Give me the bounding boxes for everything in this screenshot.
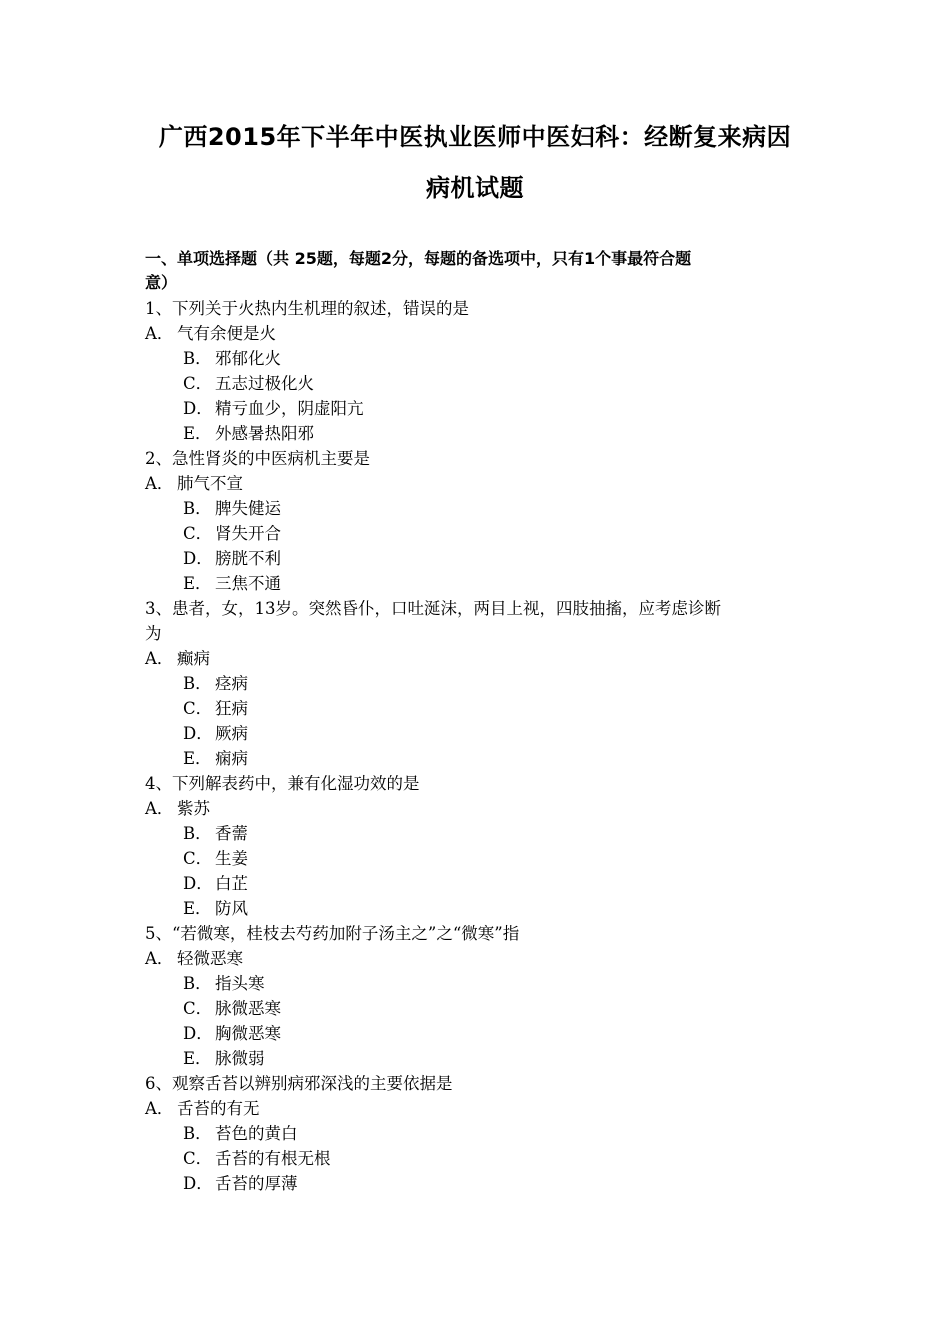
answer-option — [145, 346, 815, 371]
answer-option — [145, 546, 815, 571]
option-letter: A． — [145, 324, 174, 343]
option-text: 狂病 — [215, 699, 248, 718]
option-text: 痫病 — [215, 749, 248, 768]
document-title-line2: 病机试题 — [426, 174, 524, 202]
option-text: 肾失开合 — [215, 524, 281, 543]
option-text: 脉微恶寒 — [215, 999, 281, 1018]
option-text: 舌苔的有根无根 — [215, 1149, 331, 1168]
option-text: 舌苔的厚薄 — [215, 1174, 298, 1193]
answer-option — [145, 1121, 815, 1146]
option-letter: D． — [183, 549, 213, 568]
answer-option — [145, 1171, 815, 1196]
option-letter: E． — [183, 424, 212, 443]
answer-option — [145, 696, 815, 721]
answer-option — [145, 421, 815, 446]
option-text: 苔色的黄白 — [215, 1124, 298, 1143]
option-letter: A． — [145, 1099, 174, 1118]
option-text: 胸微恶寒 — [215, 1024, 281, 1043]
question-list — [145, 296, 815, 1196]
answer-option — [145, 321, 815, 346]
document-title-line1: 广西2015年下半年中医执业医师中医妇科：经断复来病因 — [158, 123, 792, 151]
option-letter: B． — [183, 349, 212, 368]
answer-option — [145, 721, 815, 746]
answer-option — [145, 671, 815, 696]
option-text: 脉微弱 — [215, 1049, 265, 1068]
option-letter: A． — [145, 799, 174, 818]
option-letter: B． — [183, 974, 212, 993]
question-text: 1、下列关于火热内生机理的叙述，错误的是 — [145, 299, 469, 318]
answer-option — [145, 1146, 815, 1171]
option-letter: B． — [183, 1124, 212, 1143]
option-text: 厥病 — [215, 724, 248, 743]
option-letter: E． — [183, 899, 212, 918]
option-letter: C． — [183, 999, 213, 1018]
section-heading-line1: 一、单项选择题（共 25题，每题2分，每题的备选项中，只有1个事最符合题 — [145, 249, 692, 268]
answer-option — [145, 471, 815, 496]
option-text: 轻微恶寒 — [177, 949, 243, 968]
option-letter: D． — [183, 874, 213, 893]
answer-option — [145, 396, 815, 421]
option-letter: D． — [183, 1024, 213, 1043]
answer-option — [145, 1046, 815, 1071]
option-letter: C． — [183, 1149, 213, 1168]
answer-option — [145, 971, 815, 996]
question-text-continued: 为 — [145, 624, 162, 643]
option-text: 膀胱不利 — [215, 549, 281, 568]
option-text: 白芷 — [215, 874, 248, 893]
option-text: 指头寒 — [215, 974, 265, 993]
question-text: 2、急性肾炎的中医病机主要是 — [145, 449, 370, 468]
option-text: 邪郁化火 — [215, 349, 281, 368]
option-text: 防风 — [215, 899, 248, 918]
answer-option — [145, 996, 815, 1021]
option-text: 脾失健运 — [215, 499, 281, 518]
option-letter: B． — [183, 499, 212, 518]
answer-option — [145, 496, 815, 521]
option-letter: A． — [145, 949, 174, 968]
question-text: 6、观察舌苔以辨别病邪深浅的主要依据是 — [145, 1074, 453, 1093]
option-text: 舌苔的有无 — [177, 1099, 260, 1118]
option-letter: C． — [183, 699, 213, 718]
option-text: 香薷 — [215, 824, 248, 843]
answer-option — [145, 571, 815, 596]
answer-option — [145, 946, 815, 971]
answer-option — [145, 896, 815, 921]
option-text: 五志过极化火 — [215, 374, 314, 393]
option-letter: C． — [183, 524, 213, 543]
option-letter: D． — [183, 1174, 213, 1193]
option-text: 肺气不宣 — [177, 474, 243, 493]
answer-option — [145, 521, 815, 546]
option-text: 气有余便是火 — [177, 324, 276, 343]
question-text: 5、“若微寒，桂枝去芍药加附子汤主之”之“微寒”指 — [145, 924, 520, 943]
option-letter: D． — [183, 399, 213, 418]
option-letter: B． — [183, 824, 212, 843]
section-heading-line2: 意） — [145, 273, 178, 292]
option-letter: C． — [183, 374, 213, 393]
answer-option — [145, 846, 815, 871]
question-text: 4、下列解表药中，兼有化湿功效的是 — [145, 774, 420, 793]
option-text: 痉病 — [215, 674, 248, 693]
option-letter: C． — [183, 849, 213, 868]
option-text: 紫苏 — [177, 799, 210, 818]
option-text: 外感暑热阳邪 — [215, 424, 314, 443]
answer-option — [145, 796, 815, 821]
section-heading — [145, 247, 815, 295]
option-text: 三焦不通 — [215, 574, 281, 593]
answer-option — [145, 646, 815, 671]
option-letter: E． — [183, 574, 212, 593]
answer-option — [145, 821, 815, 846]
option-letter: D． — [183, 724, 213, 743]
option-letter: B． — [183, 674, 212, 693]
option-text: 精亏血少，阴虚阳亢 — [215, 399, 364, 418]
option-letter: E． — [183, 749, 212, 768]
answer-option — [145, 746, 815, 771]
answer-option — [145, 371, 815, 396]
answer-option — [145, 1021, 815, 1046]
question-text: 3、患者，女，13岁。突然昏仆，口吐涎沫，两目上视，四肢抽搐，应考虑诊断 — [145, 599, 721, 618]
answer-option — [145, 1096, 815, 1121]
option-letter: A． — [145, 474, 174, 493]
option-letter: E． — [183, 1049, 212, 1068]
answer-option — [145, 871, 815, 896]
option-text: 生姜 — [215, 849, 248, 868]
option-text: 癫病 — [177, 649, 210, 668]
option-letter: A． — [145, 649, 174, 668]
